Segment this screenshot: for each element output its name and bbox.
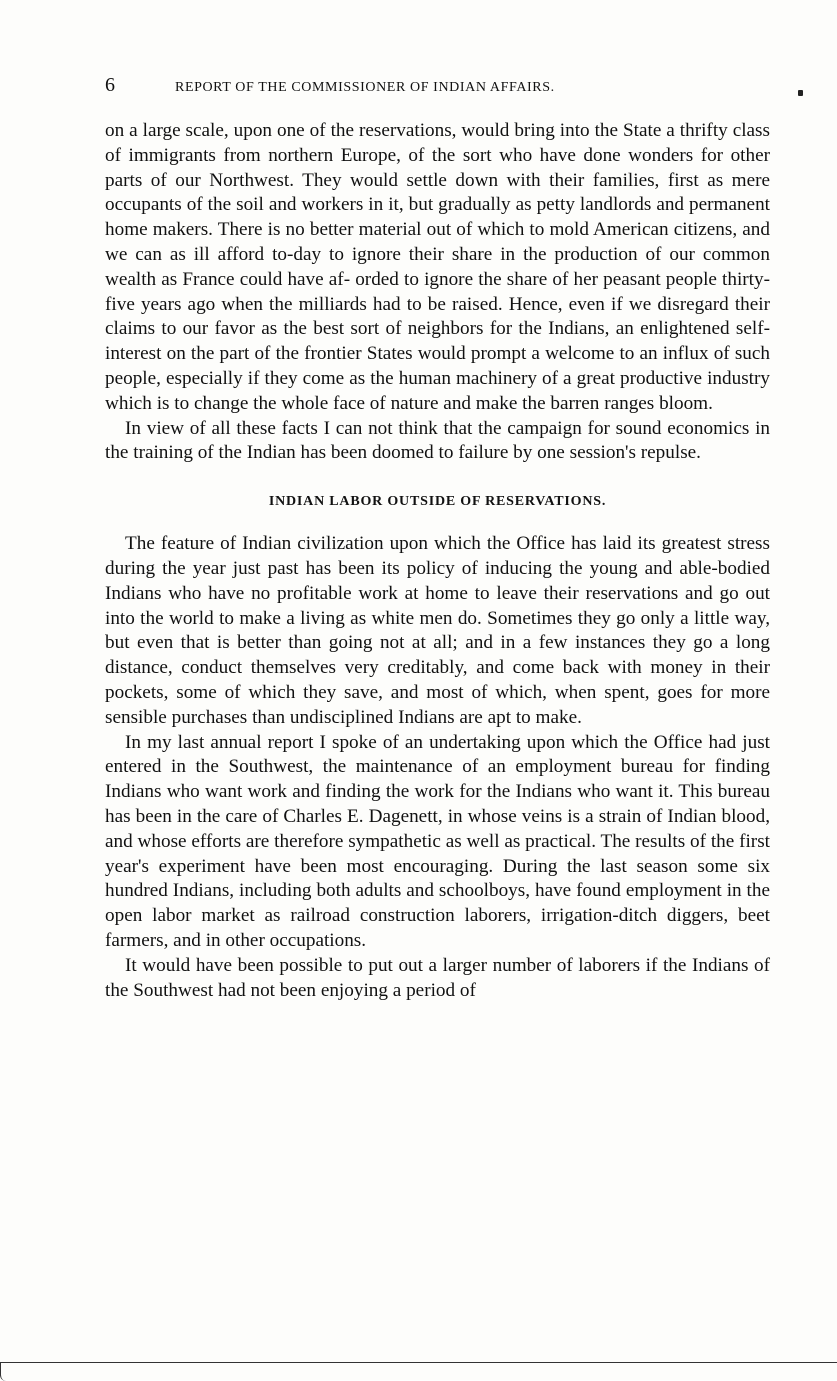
- paragraph: It would have been possible to put out a larger number of laborers if the Indians of the Southwest had not been enjoying a period of: [105, 954, 770, 1001]
- paragraph-continuation: on a large scale, upon one of the reservations, would bring into the State a thrifty class of immigrants from northern Europe, of the sort who have done wonders for other parts of our Northwest. They would settle down with their families, first as mere occupants of the soil and workers in it, but gradually as petty landlords and permanent home makers. There is no better material out of which to mold American citizens, and we can as ill afford to-day to ignore their share in the production of our common wealth as France could have af- orded to ignore the share of her peasant people thirty-five years ago when the milliards had to be raised. Hence, even if we disregard their claims to our favor as the best sort of neighbors for the Indians, an enlightened self-interest on the part of the frontier States would prompt a welcome to an influx of such people, especially if they come as the human machinery of a great productive industry which is to change the whole face of nature and make the barren ranges bloom.: [105, 120, 770, 414]
- running-head: REPORT OF THE COMMISSIONER OF INDIAN AFFAIRS.: [175, 80, 555, 95]
- body-text: [105, 119, 770, 1003]
- page-edge: [0, 1362, 837, 1381]
- paragraph: In my last annual report I spoke of an undertaking upon which the Office had just entered in the Southwest, the maintenance of an employment bureau for finding Indians who want work and finding the work for the Indians who want it. This bureau has been in the care of Charles E. Dagenett, in whose veins is a strain of Indian blood, and whose efforts are therefore sympathetic as well as practical. The results of the first year's experiment have been most encouraging. During the last season some six hundred Indians, including both adults and schoolboys, have found employment in the open labor market as railroad construction laborers, irrigation-ditch diggers, beet farmers, and in other occupations.: [105, 731, 770, 951]
- section-heading: INDIAN LABOR OUTSIDE OF RESERVATIONS.: [268, 494, 607, 510]
- page-header: [105, 74, 770, 100]
- paragraph: In view of all these facts I can not think that the campaign for sound economics in the training of the Indian has been doomed to failure by one session's repulse.: [105, 417, 770, 464]
- margin-mark: [798, 90, 803, 96]
- page-number: 6: [105, 74, 115, 96]
- paragraph: The feature of Indian civilization upon which the Office has laid its greatest stress during the year just past has been its policy of inducing the young and able-bodied Indians who have no profitable work at home to leave their reservations and go out into the world to make a living as white men do. Sometimes they go only a little way, but even that is better than going not at all; and in a few instances they go a long distance, conduct themselves very creditably, and come back with money in their pockets, some of which they save, and most of which, when spent, goes for more sensible purchases than undisciplined Indians are apt to make.: [105, 533, 770, 728]
